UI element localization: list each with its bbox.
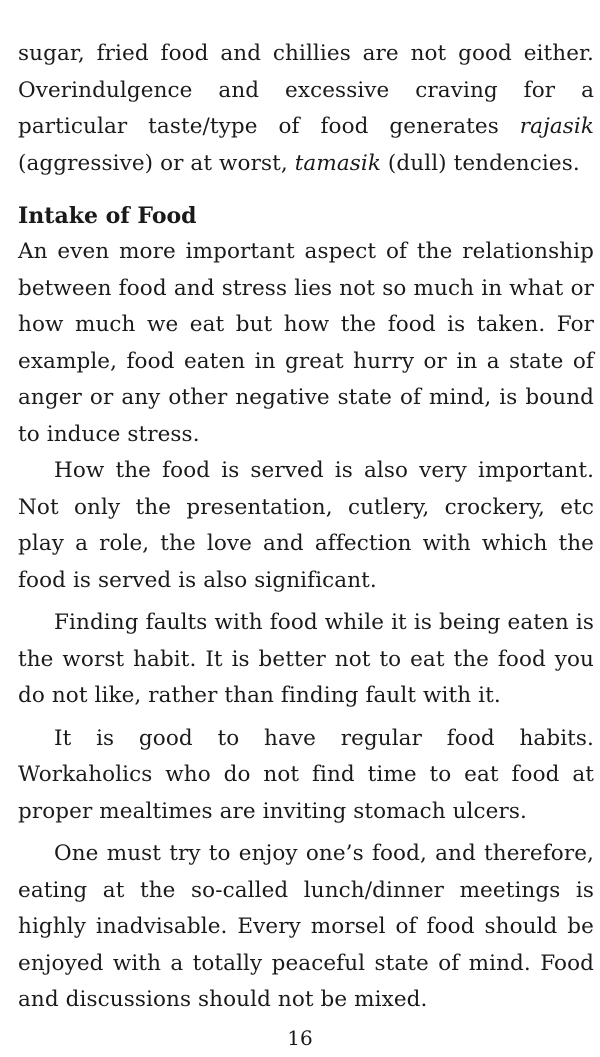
- text-segment: (dull) tendencies.: [381, 150, 580, 176]
- text-segment: sugar, fried food and chillies are not good either. Overindulgence and excessive craving for a particular taste/type of food generates: [18, 41, 594, 139]
- paragraph-enjoy: One must try to enjoy one’s food, and therefore, eating at the so-called lunch/dinner meetings is highly inadvisable. Every morsel of food should be enjoyed with a totally peaceful state of mind. Food and discussions should not be mixed.: [18, 841, 594, 1012]
- italic-term-rajasik: rajasik: [519, 114, 594, 139]
- paragraph-habits: It is good to have regular food habits. Workaholics who do not find time to eat food at proper mealtimes are inviting stomach ulcers.: [18, 725, 594, 824]
- paragraph-serving: How the food is served is also very important. Not only the presentation, cutlery, crockery, etc play a role, the love and affection with which the food is served is also significant.: [18, 458, 594, 593]
- page-body: [18, 36, 594, 1019]
- text-segment: (aggressive) or at worst,: [18, 150, 295, 176]
- italic-term-tamasik: tamasik: [294, 150, 381, 176]
- page-number: 16: [287, 1026, 313, 1050]
- paragraph-intake: An even more important aspect of the relationship between food and stress lies not so much in what or how much we eat but how the food is taken. For example, food eaten in great hurry or in a state of anger or any other negative state of mind, is bound to induce stress.: [18, 239, 594, 447]
- section-heading: Intake of Food: [18, 203, 197, 229]
- paragraph-faults: Finding faults with food while it is being eaten is the worst habit. It is better not to eat the food you do not like, rather than finding fault with it.: [18, 610, 594, 708]
- paragraph-continued: [18, 36, 594, 182]
